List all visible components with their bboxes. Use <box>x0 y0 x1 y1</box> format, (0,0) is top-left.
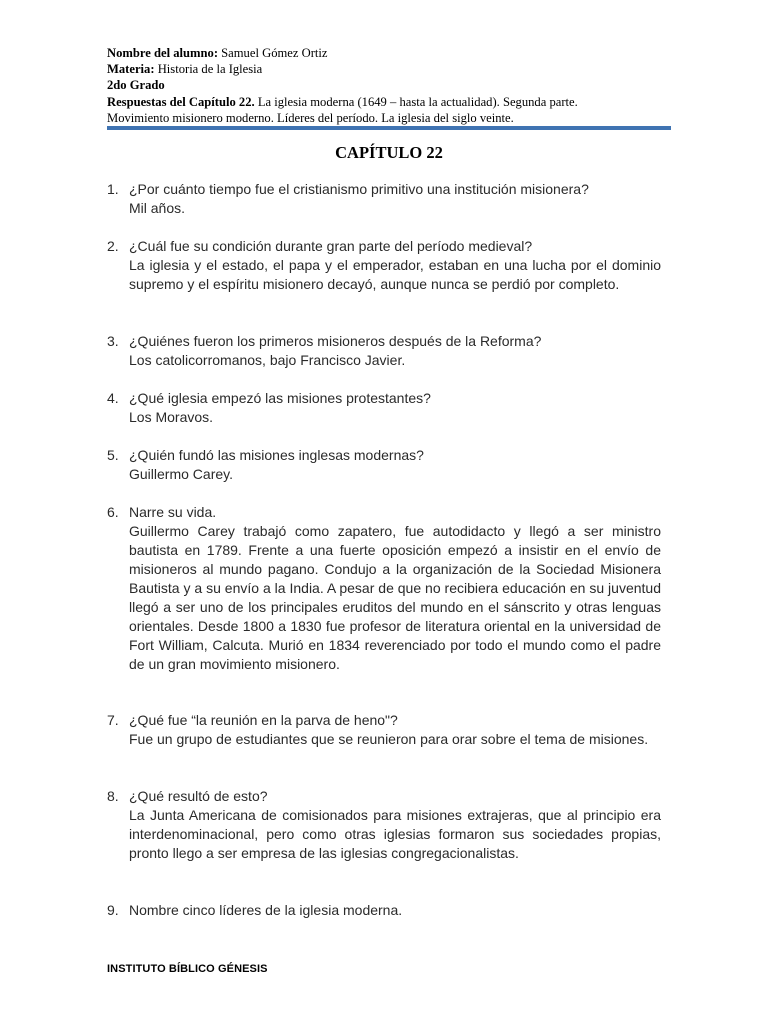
question-number: 1. <box>107 181 119 197</box>
answers-label: Respuestas del Capítulo 22. <box>107 94 255 109</box>
question-item-7 <box>107 711 661 749</box>
page-title: CAPÍTULO 22 <box>335 143 443 162</box>
answer-text: La Junta Americana de comisionados para misiones extrajeras, que al principio era interdenominacional, pero como otras iglesias formaron sus sociedades propias, pronto llego a ser empresa de las iglesias congregacionalistas. <box>129 807 661 861</box>
answer-text: Guillermo Carey trabajó como zapatero, fue autodidacto y llegó a ser ministro bautista en 1789. Frente a una fuerte oposición empezó a insistir en el envío de misioneros al mundo pagano. Condujo a la organización de la Sociedad Misionera Bautista y a su envío a la India. A pesar de que no recibiera educación en su juventud llegó a ser uno de los principales eruditos del mundo en el sánscrito y otras lenguas orientales. Desde 1800 a 1830 fue profesor de literatura oriental en la universidad de Fort William, Calcuta. Murió en 1834 reverenciado por todo el mundo como el padre de un gran movimiento misionero. <box>129 523 661 672</box>
question-number: 9. <box>107 902 119 918</box>
question-number: 2. <box>107 238 119 254</box>
question-text: ¿Por cuánto tiempo fue el cristianismo primitivo una institución misionera? <box>129 181 589 197</box>
grade: 2do Grado <box>107 78 165 93</box>
question-number: 4. <box>107 390 119 406</box>
student-label: Nombre del alumno: <box>107 46 219 60</box>
question-item-6 <box>107 503 661 674</box>
subject-line <box>107 61 672 77</box>
question-number: 7. <box>107 712 119 728</box>
question-item-1 <box>107 180 661 218</box>
question-item-3 <box>107 332 661 370</box>
header-divider <box>107 126 671 130</box>
answer-text: Fue un grupo de estudiantes que se reunieron para orar sobre el tema de misiones. <box>129 731 649 747</box>
document-header <box>107 45 672 126</box>
question-item-2 <box>107 237 661 294</box>
question-number: 6. <box>107 504 119 520</box>
answer-text: La iglesia y el estado, el papa y el emperador, estaban en una lucha por el dominio supremo y el espíritu misionero decayó, aunque nunca se perdió por completo. <box>129 257 661 292</box>
question-text: ¿Qué resultó de esto? <box>129 788 268 804</box>
question-text: ¿Qué iglesia empezó las misiones protestantes? <box>129 390 431 406</box>
question-item-4 <box>107 389 661 427</box>
question-item-5 <box>107 446 661 484</box>
question-text: Nombre cinco líderes de la iglesia moderna. <box>129 902 403 918</box>
student-name: Samuel Gómez Ortiz <box>221 46 328 60</box>
question-item-8 <box>107 787 661 863</box>
answer-text: Mil años. <box>129 200 186 216</box>
question-item-9 <box>107 901 661 920</box>
grade-line <box>107 77 672 93</box>
subject-name: Historia de la Iglesia <box>157 62 263 77</box>
question-text: ¿Cuál fue su condición durante gran parte del período medieval? <box>129 238 533 254</box>
question-text: ¿Qué fue “la reunión en la parva de heno"? <box>129 712 398 728</box>
question-text: ¿Quién fundó las misiones inglesas modernas? <box>129 447 424 463</box>
footer-institution: INSTITUTO BÍBLICO GÉNESIS <box>107 963 268 975</box>
question-number: 5. <box>107 447 119 463</box>
answers-line-2: Movimiento misionero moderno. Líderes del período. La iglesia del siglo veinte. <box>107 110 514 125</box>
question-number: 3. <box>107 333 119 349</box>
answer-text: Los Moravos. <box>129 409 214 425</box>
answer-text: Guillermo Carey. <box>129 466 233 482</box>
answers-line <box>107 94 672 110</box>
question-number: 8. <box>107 788 119 804</box>
answer-text: Los catolicorromanos, bajo Francisco Javier. <box>129 352 406 368</box>
question-text: Narre su vida. <box>129 504 217 520</box>
student-line <box>107 45 672 61</box>
answers-description: La iglesia moderna (1649 – hasta la actualidad). Segunda parte. <box>257 94 578 109</box>
subject-label: Materia: <box>107 62 155 77</box>
question-text: ¿Quiénes fueron los primeros misioneros después de la Reforma? <box>129 333 542 349</box>
